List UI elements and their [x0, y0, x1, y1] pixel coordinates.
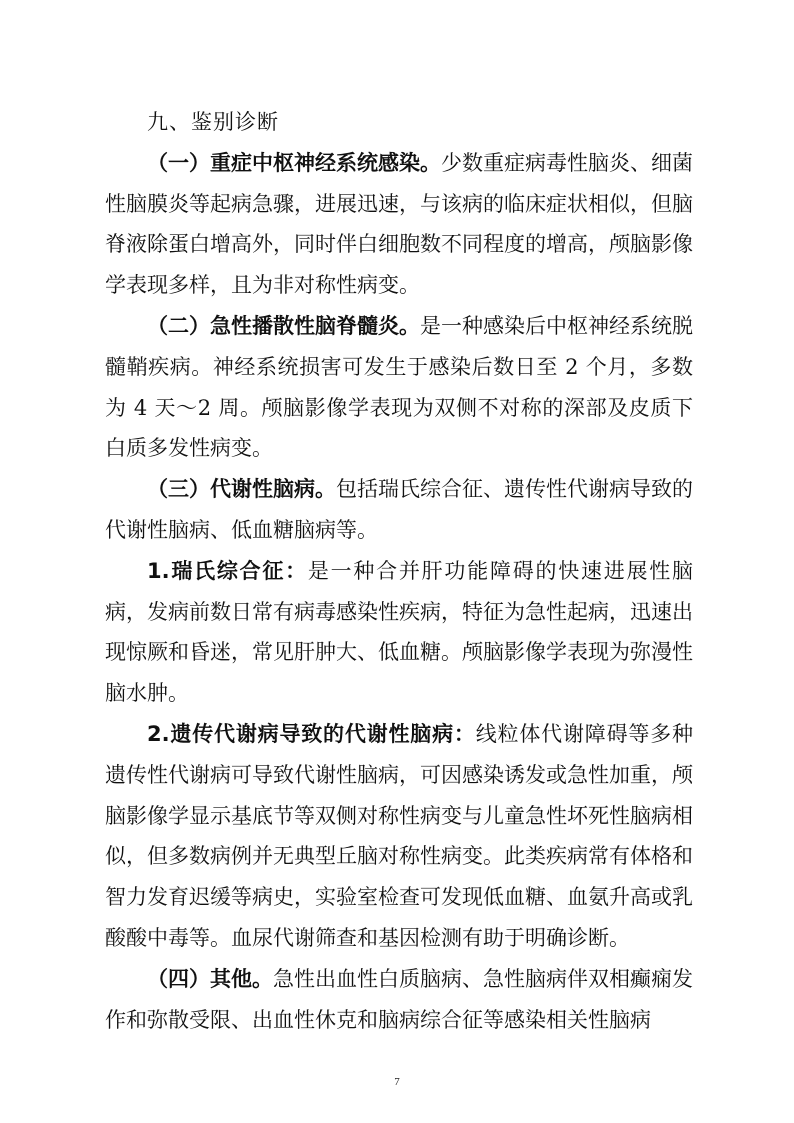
- paragraph-text: 是一种合并肝功能障碍的快速进展性脑病，发病前数日常有病毒感染性疾病，特征为急性起病，迅速出现惊厥和昏迷，常见肝肿大、低血糖。颅脑影像学表现为弥漫性脑水肿。: [105, 558, 693, 706]
- paragraph-metabolic-encephalopathy: [105, 469, 693, 551]
- document-body: [105, 102, 693, 1040]
- paragraph-text: 急性出血性白质脑病、急性脑病伴双相癫痫发作和弥散受限、出血性休克和脑病综合征等感染相关性脑病: [105, 966, 693, 1032]
- paragraph-reye-syndrome: [105, 551, 693, 714]
- paragraph-severe-cns-infection: [105, 143, 693, 306]
- paragraph-lead: 1.瑞氏综合征：: [147, 558, 308, 583]
- paragraph-other: [105, 959, 693, 1041]
- paragraph-lead: （四）其他。: [147, 966, 273, 991]
- paragraph-text: 是一种感染后中枢神经系统脱髓鞘疾病。神经系统损害可发生于感染后数日至 2 个月，多数为 4 天～2 周。颅脑影像学表现为双侧不对称的深部及皮质下白质多发性病变。: [105, 313, 693, 461]
- paragraph-text: 线粒体代谢障碍等多种遗传性代谢病可导致代谢性脑病，可因感染诱发或急性加重，颅脑影像学显示基底节等双侧对称性病变与儿童急性坏死性脑病相似，但多数病例并无典型丘脑对称性病变。此类疾病常有体格和智力发育迟缓等病史，实验室检查可发现低血糖、血氨升高或乳酸酸中毒等。血尿代谢筛查和基因检测有助于明确诊断。: [105, 721, 693, 950]
- page-number: 7: [394, 1076, 400, 1088]
- paragraph-text: 少数重症病毒性脑炎、细菌性脑膜炎等起病急骤，进展迅速，与该病的临床症状相似，但脑脊液除蛋白增高外，同时伴白细胞数不同程度的增高，颅脑影像学表现多样，且为非对称性病变。: [105, 150, 693, 298]
- paragraph-inherited-metabolic: [105, 714, 693, 959]
- paragraph-adem: [105, 306, 693, 469]
- section-title: 九、鉴别诊断: [147, 110, 279, 134]
- paragraph-lead: （三）代谢性脑病。: [147, 477, 336, 502]
- paragraph-lead: （二）急性播散性脑脊髓炎。: [147, 313, 420, 338]
- paragraph-lead: 2.遗传代谢病导致的代谢性脑病：: [147, 721, 476, 746]
- paragraph-lead: （一）重症中枢神经系统感染。: [147, 150, 441, 175]
- paragraph-text: 包括瑞氏综合征、遗传性代谢病导致的代谢性脑病、低血糖脑病等。: [105, 477, 693, 542]
